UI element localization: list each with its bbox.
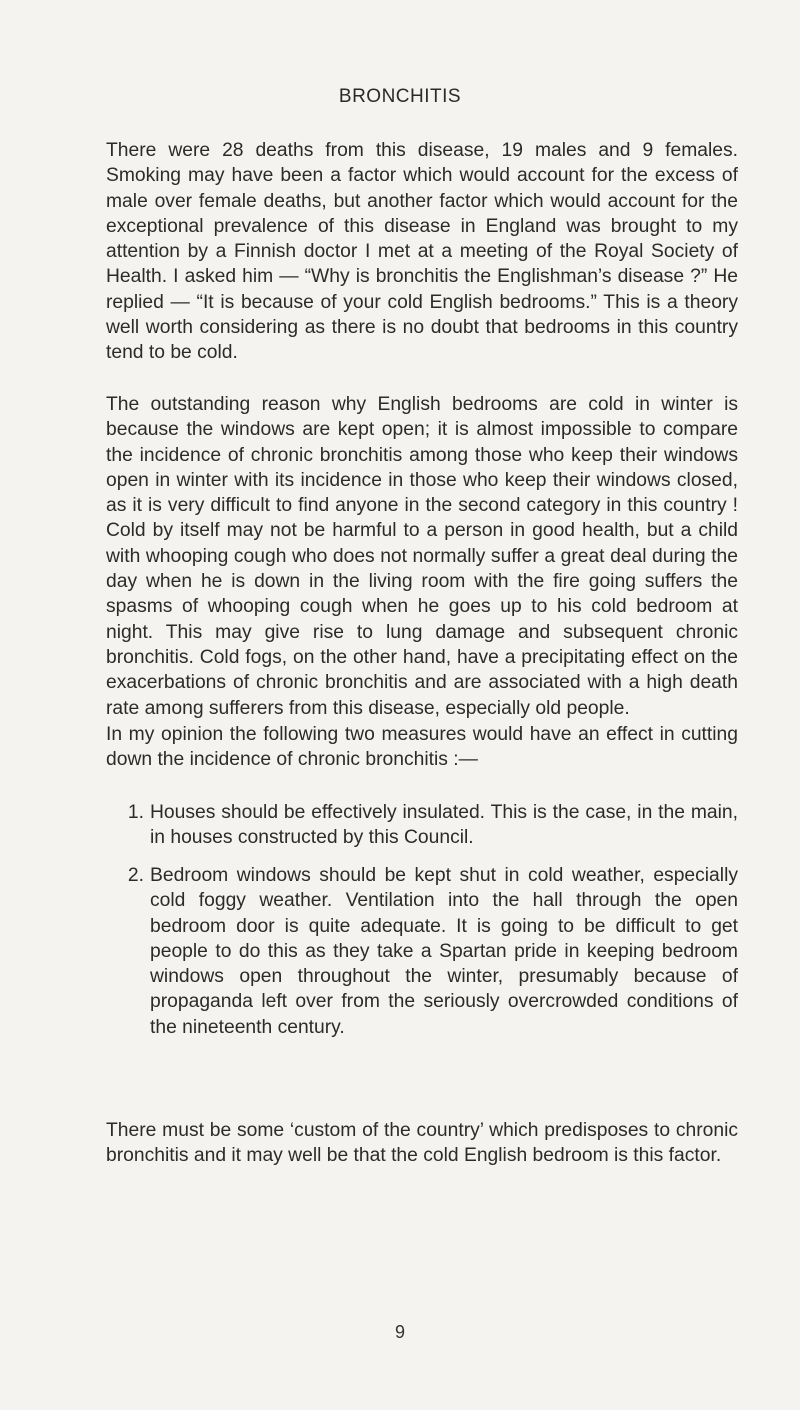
paragraph-measures-intro: In my opinion the following two measures would have an effect in cutting down the incidence of chronic bronchitis :— [106, 724, 738, 771]
paragraph-cold-bedrooms: The outstanding reason why English bedrooms are cold in winter is because the windows are kept open; it is almost impossible to compare the incidence of chronic bronchitis among those who keep their windows open in winter with its incidence in those who keep their windows closed, as it is very difficult to find anyone in the second category in this country ! Cold by itself may not be harmful to a person in good health, but a child with whooping cough who does not normally suffer a great deal during the day when he is down in the living room with the fire going suffers the spasms of whooping cough when he goes up to his cold bedroom at night. This may give rise to lung damage and subsequent chronic bronchitis. Cold fogs, on the other hand, have a precipitating effect on the exacerbations of chronic bronchitis and are associated with a high death rate among sufferers from this disease, especially old people. [106, 394, 738, 719]
paragraph-conclusion: There must be some ‘custom of the country’ which predisposes to chronic bronchitis and it may well be that the cold English bedroom is this factor. [106, 1120, 738, 1167]
list-item-text: Bedroom windows should be kept shut in cold weather, especially cold foggy weather. Ventilation into the hall through the open bedroom door is quite adequate. It is going to be difficult to get people to do this as they take a Spartan pride in keeping bedroom windows open throughout the winter, presumably because of propaganda left over from the seriously overcrowded conditions of the nineteenth century. [150, 865, 738, 1038]
section-heading: BRONCHITIS [338, 86, 462, 107]
list-item-number: 1. [127, 802, 144, 823]
paragraph-deaths: There were 28 deaths from this disease, 19 males and 9 females. Smoking may have been a factor which would account for the excess of male over female deaths, but another factor which would account for the exceptional prevalence of this disease in England was brought to my attention by a Finnish doctor I met at a meeting of the Royal Society of Health. I asked him — “Why is bronchitis the Englishman’s disease ?” He replied — “It is because of your cold English bedrooms.” This is a theory well worth considering as there is no doubt that bedrooms in this country tend to be cold. [106, 140, 738, 364]
list-item-text: Houses should be effectively insulated. This is the case, in the main, in houses constructed by this Council. [150, 802, 738, 849]
page-number: 9 [394, 1322, 405, 1342]
list-item-number: 2. [127, 865, 144, 886]
